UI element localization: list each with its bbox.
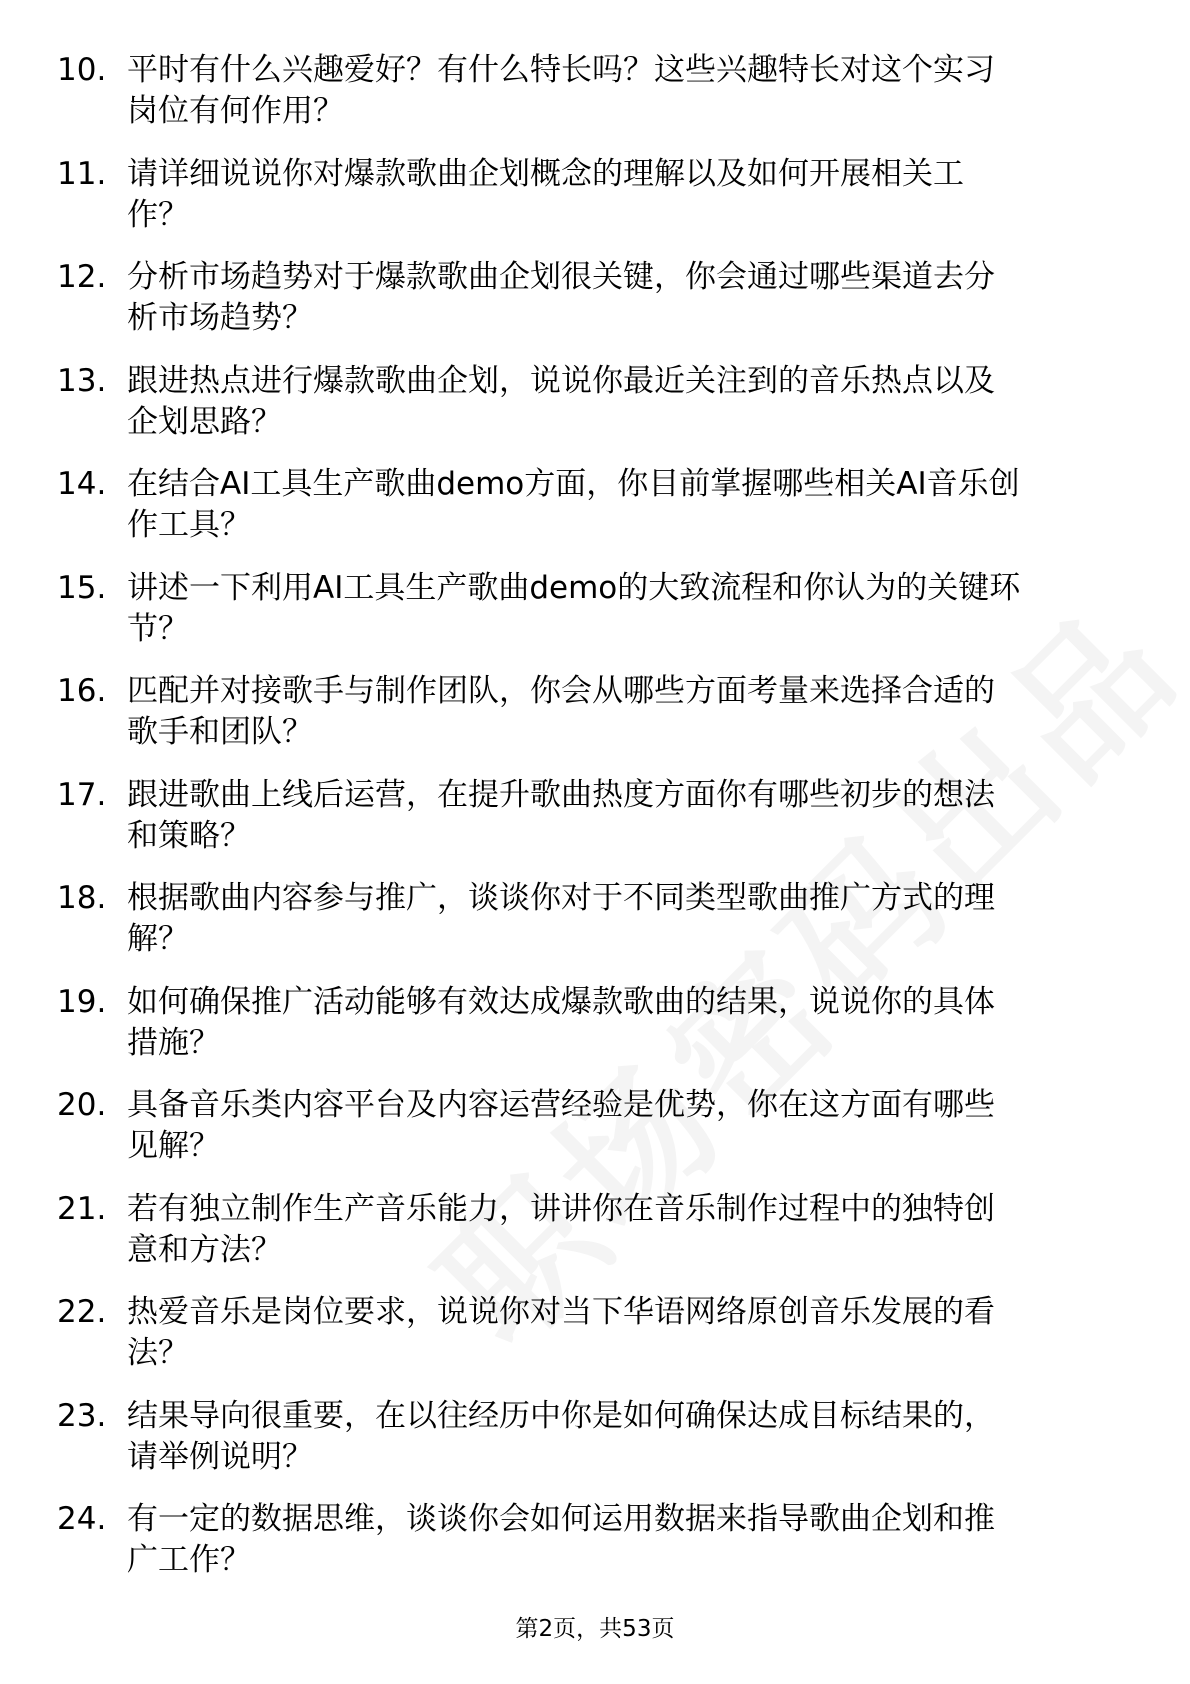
question-item (0, 1085, 1190, 1189)
question-text: 平时有什么兴趣爱好？有什么特长吗？这些兴趣特长对这个实习 岗位有何作用？ (127, 52, 995, 129)
question-text: 有一定的数据思维，谈谈你会如何运用数据来指导歌曲企划和推 广工作？ (127, 1501, 995, 1578)
question-item (0, 257, 1190, 361)
page-number-label: 第2页，共53页 (515, 1616, 675, 1642)
question-number: 13. (57, 362, 107, 399)
question-item (0, 1499, 1190, 1603)
question-text: 跟进热点进行爆款歌曲企划，说说你最近关注到的音乐热点以及 企划思路？ (127, 362, 995, 440)
question-text: 讲述一下利用AI工具生产歌曲demo的大致流程和你认为的关键环 节？ (127, 569, 1021, 647)
question-number: 15. (57, 569, 107, 606)
question-text: 匹配并对接歌手与制作团队，你会从哪些方面考量来选择合适的 歌手和团队？ (127, 673, 995, 750)
question-number: 23. (57, 1397, 107, 1434)
question-text: 分析市场趋势对于爆款歌曲企划很关键，你会通过哪些渠道去分 析市场趋势？ (127, 259, 995, 336)
question-item (0, 568, 1190, 672)
question-text: 具备音乐类内容平台及内容运营经验是优势，你在这方面有哪些 见解？ (127, 1087, 995, 1164)
question-number: 10. (57, 52, 107, 88)
question-item (0, 982, 1190, 1086)
question-text: 请详细说说你对爆款歌曲企划概念的理解以及如何开展相关工 作？ (127, 155, 964, 233)
question-item (0, 464, 1190, 568)
question-number: 14. (57, 466, 107, 502)
question-number: 16. (57, 673, 107, 709)
question-item (0, 1396, 1190, 1500)
question-number: 12. (57, 259, 107, 295)
question-item (0, 1292, 1190, 1396)
question-number: 21. (57, 1190, 107, 1227)
question-item (0, 878, 1190, 982)
question-text: 如何确保推广活动能够有效达成爆款歌曲的结果，说说你的具体 措施？ (127, 983, 995, 1061)
question-number: 19. (57, 983, 107, 1020)
question-item (0, 671, 1190, 775)
question-text: 根据歌曲内容参与推广，谈谈你对于不同类型歌曲推广方式的理 解？ (127, 880, 995, 957)
question-number: 11. (57, 155, 107, 192)
question-item (0, 775, 1190, 879)
question-text: 跟进歌曲上线后运营，在提升歌曲热度方面你有哪些初步的想法 和策略？ (127, 776, 995, 854)
question-item (0, 50, 1190, 154)
question-number: 22. (57, 1294, 107, 1330)
question-number: 20. (57, 1087, 107, 1123)
question-list (0, 50, 1190, 1603)
page-footer (0, 1614, 1190, 1644)
question-number: 17. (57, 776, 107, 813)
question-text: 热爱音乐是岗位要求，说说你对当下华语网络原创音乐发展的看 法？ (127, 1294, 995, 1371)
question-text: 结果导向很重要，在以往经历中你是如何确保达成目标结果的， 请举例说明？ (127, 1397, 995, 1475)
question-text: 在结合AI工具生产歌曲demo方面，你目前掌握哪些相关AI音乐创 作工具？ (127, 466, 1020, 543)
question-number: 24. (57, 1501, 107, 1537)
question-item (0, 1189, 1190, 1293)
question-text: 若有独立制作生产音乐能力，讲讲你在音乐制作过程中的独特创 意和方法？ (127, 1190, 995, 1268)
question-item (0, 154, 1190, 258)
question-number: 18. (57, 880, 107, 916)
question-item (0, 361, 1190, 465)
